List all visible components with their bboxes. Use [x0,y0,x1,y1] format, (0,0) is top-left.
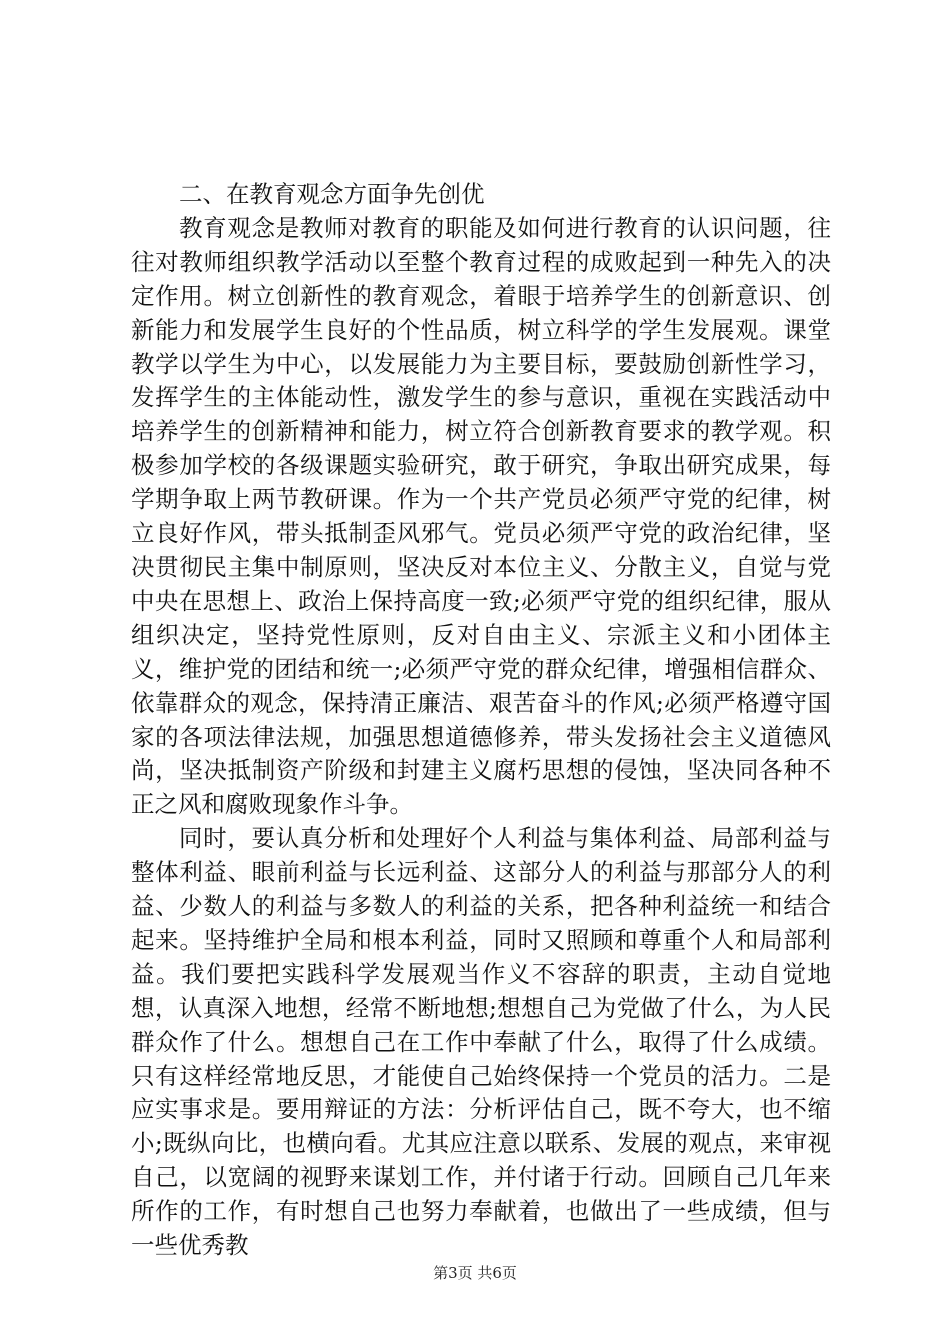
paragraph-1: 教育观念是教师对教育的职能及如何进行教育的认识问题，往往对教师组织教学活动以至整个教育过程的成败起到一种先入的决定作用。树立创新性的教育观念，着眼于培养学生的创新意识、创新能力和发展学生良好的个性品质，树立科学的学生发展观。课堂教学以学生为中心，以发展能力为主要目标，要鼓励创新性学习，发挥学生的主体能动性，激发学生的参与意识，重视在实践活动中培养学生的创新精神和能力，树立符合创新教育要求的教学观。积极参加学校的各级课题实验研究，敢于研究，争取出研究成果，每学期争取上两节教研课。作为一个共产党员必须严守党的纪律，树立良好作风，带头抵制歪风邪气。党员必须严守党的政治纪律，坚决贯彻民主集中制原则，坚决反对本位主义、分散主义，自觉与党中央在思想上、政治上保持高度一致;必须严守党的组织纪律，服从组织决定，坚持党性原则，反对自由主义、宗派主义和小团体主义，维护党的团结和统一;必须严守党的群众纪律，增强相信群众、依靠群众的观念，保持清正廉洁、艰苦奋斗的作风;必须严格遵守国家的各项法律法规，加强思想道德修养，带头发扬社会主义道德风尚，坚决抵制资产阶级和封建主义腐朽思想的侵蚀，坚决同各种不正之风和腐败现象作斗争。 [131,213,831,819]
section-heading: 二、在教育观念方面争先创优 [179,180,485,208]
page-number-footer: 第3页 共6页 [433,1264,517,1282]
document-body [131,178,831,1263]
paragraph-2: 同时，要认真分析和处理好个人利益与集体利益、局部利益与整体利益、眼前利益与长远利益、这部分人的利益与那部分人的利益、少数人的利益与多数人的利益的关系，把各种利益统一和结合起来。坚持维护全局和根本利益，同时又照顾和尊重个人和局部利益。我们要把实践科学发展观当作义不容辞的职责，主动自觉地想，认真深入地想，经常不断地想;想想自己为党做了什么，为人民群众作了什么。想想自己在工作中奉献了什么，取得了什么成绩。只有这样经常地反思，才能使自己始终保持一个党员的活力。二是应实事求是。要用辩证的方法：分析评估自己，既不夸大，也不缩小;既纵向比，也横向看。尤其应注意以联系、发展的观点，来审视自己，以宽阔的视野来谋划工作，并付诸于行动。回顾自己几年来所作的工作，有时想自己也努力奉献着，也做出了一些成绩，但与一些优秀教 [131,824,831,1260]
